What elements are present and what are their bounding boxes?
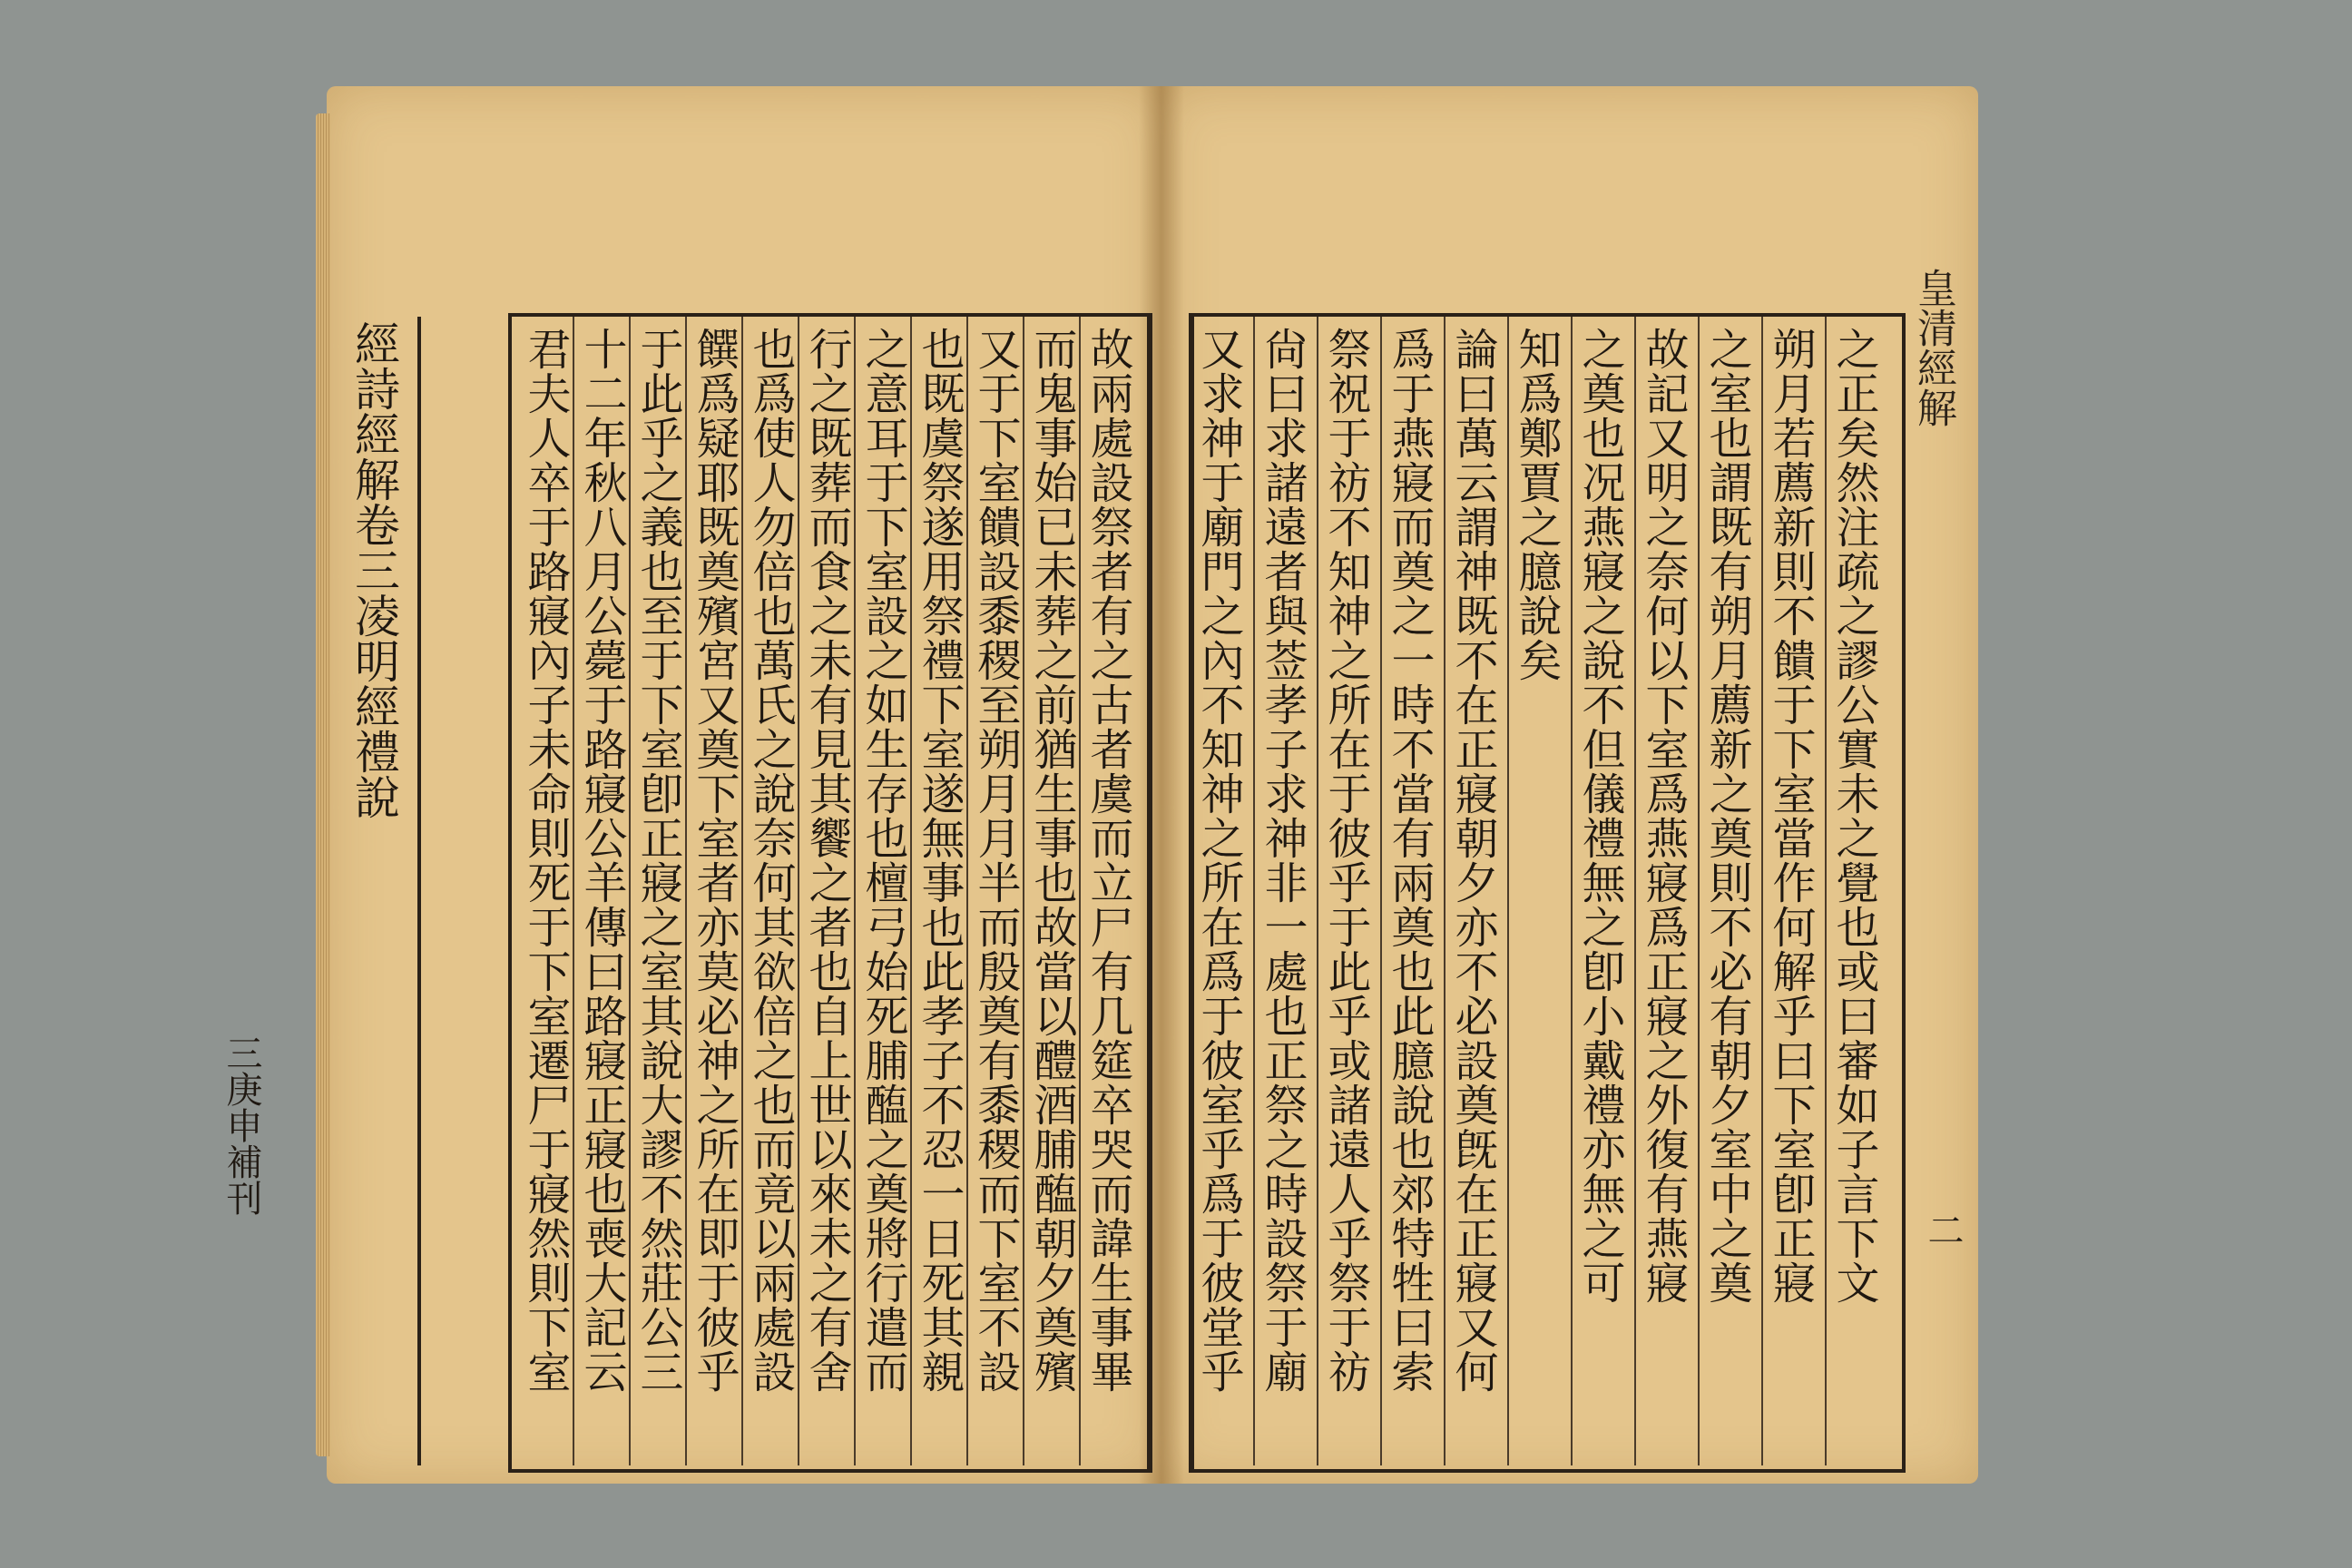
- text-column: 君夫人卒于路寢內子未命則死于下室遷尸于寢然則下室: [520, 327, 571, 1394]
- column-rule: [741, 317, 743, 1465]
- column-rule: [854, 317, 856, 1465]
- column-rule: [573, 317, 574, 1465]
- column-rule: [1253, 317, 1255, 1465]
- text-column: 之意耳于下室設之如生存也檀弓始死脯醢之奠將行遣而: [858, 327, 908, 1394]
- text-column: 而鬼事始已未葬之前猶生事也故當以醴酒脯醢朝夕奠殯: [1026, 327, 1077, 1394]
- folio-number: 二: [1922, 1211, 1964, 1248]
- book-spread: [327, 86, 1978, 1484]
- column-rule: [1761, 317, 1763, 1465]
- right-margin-title: 皇清經解: [1910, 268, 1956, 427]
- margin-rule: [417, 317, 421, 1465]
- text-column: 朔月若薦新則不饋于下室當作何解乎曰下室卽正寢: [1765, 327, 1816, 1305]
- page-edges: [316, 113, 330, 1456]
- column-rule: [798, 317, 799, 1465]
- text-column: 又求神于廟門之內不知神之所在爲于彼室乎爲于彼堂乎: [1193, 327, 1244, 1394]
- text-column: 于此乎之義也至于下室卽正寢之室其說大謬不然莊公三: [632, 327, 683, 1394]
- text-column: 故兩處設祭者有之古者虞而立尸有几筵卒哭而諱生事畢: [1083, 327, 1133, 1394]
- text-column: 又于下室饋設黍稷至朔月月半而殷奠有黍稷而下室不設: [970, 327, 1021, 1394]
- text-column: 十二年秋八月公薨于路寢公羊傳曰路寢正寢也喪大記云: [576, 327, 627, 1394]
- left-imprint: 三庚申補刊: [220, 1034, 262, 1216]
- margin-subtitle: 凌明經禮說: [348, 593, 400, 819]
- text-column: 之奠也况燕寢之說不但儀禮無之卽小戴禮亦無之可: [1574, 327, 1625, 1305]
- text-column: 知爲鄭賈之臆說矣: [1511, 327, 1562, 682]
- column-rule: [629, 317, 631, 1465]
- column-rule: [1444, 317, 1446, 1465]
- text-column: 論曰萬云謂神既不在正寢朝夕亦不必設奠旣在正寢又何: [1447, 327, 1498, 1394]
- text-column: 祭祝于祊不知神之所在于彼乎于此乎或諸遠人乎祭于祊: [1320, 327, 1371, 1394]
- column-rule: [1380, 317, 1382, 1465]
- text-column: 行之既葬而食之未有見其饗之者也自上世以來未之有舍: [801, 327, 852, 1394]
- margin-chapter: 卷三: [348, 502, 400, 593]
- text-column: 之室也謂既有朔月薦新之奠則不必有朝夕室中之奠: [1701, 327, 1752, 1305]
- column-rule: [1825, 317, 1827, 1465]
- column-rule: [1317, 317, 1318, 1465]
- left-margin-title: [336, 320, 412, 1459]
- text-column: 故記又明之奈何以下室爲燕寢爲正寢之外復有燕寢: [1638, 327, 1689, 1305]
- text-column: 饌爲疑耶既奠殯宮又奠下室者亦莫必神之所在即于彼乎: [689, 327, 740, 1394]
- column-rule: [1507, 317, 1509, 1465]
- text-column: 也爲使人勿倍也萬氏之說奈何其欲倍之也而竟以兩處設: [745, 327, 796, 1394]
- column-rule: [910, 317, 912, 1465]
- column-rule: [685, 317, 687, 1465]
- column-rule: [1571, 317, 1573, 1465]
- text-column: 之正矣然注疏之謬公實未之覺也或曰審如子言下文: [1828, 327, 1879, 1305]
- column-rule: [1698, 317, 1700, 1465]
- text-column: 尙曰求諸遠者與莶孝子求神非一處也正祭之時設祭于廟: [1257, 327, 1308, 1394]
- text-column: 爲于燕寢而奠之一時不當有兩奠也此臆說也郊特牲曰索: [1384, 327, 1435, 1394]
- text-column: 也既虞祭遂用祭禮下室遂無事也此孝子不忍一日死其親: [914, 327, 965, 1394]
- column-rule: [1023, 317, 1024, 1465]
- column-rule: [966, 317, 968, 1465]
- margin-title: 經詩經解: [348, 320, 400, 502]
- column-rule: [1079, 317, 1081, 1465]
- column-rule: [1634, 317, 1636, 1465]
